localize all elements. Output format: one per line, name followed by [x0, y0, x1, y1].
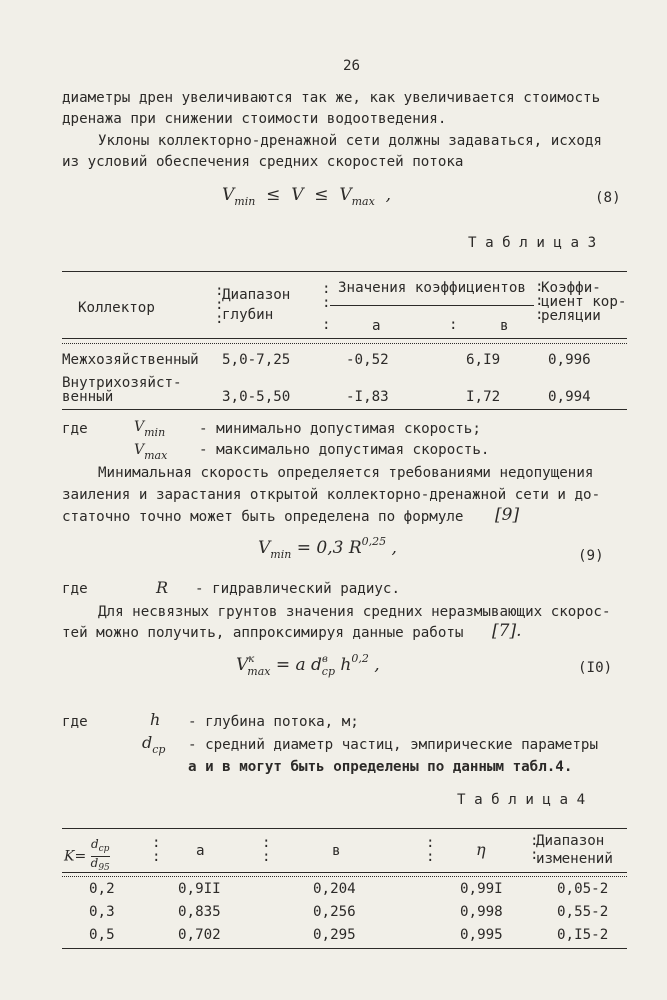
where-label: где [62, 581, 88, 597]
table-rule [62, 271, 627, 272]
table-rule [330, 305, 534, 306]
table-cell: -0,52 [346, 352, 389, 368]
equation-number: (I0) [578, 660, 613, 676]
where-label: где [62, 421, 88, 437]
table-cell: 0,I5-2 [557, 927, 609, 943]
equation-10: $V^к_{max} = a$ $d^в_{ср}$ $h^{0,2}$ , [236, 652, 380, 678]
symbol-r: R [156, 578, 169, 597]
equation-9: $V_{min} = 0,3$ R$^{0,25}$ , [258, 535, 397, 561]
text-line: диаметры дрен увеличиваются так же, как увеличивается стоимость [62, 90, 601, 106]
table-rule [62, 409, 627, 410]
symbol-vmin: $V_{min}$ [134, 419, 166, 439]
table-rule [62, 876, 627, 877]
citation: [7]. [492, 621, 522, 641]
table-cell: 5,0-7,25 [222, 352, 291, 368]
column-header: Коэффи- [541, 280, 601, 296]
text-line: дренажа при снижении стоимости водоотведения. [62, 111, 447, 127]
definition: - гидравлический радиус. [195, 581, 400, 597]
table-title: Т а б л и ц а 3 [468, 235, 597, 251]
table-cell: 0,55-2 [557, 904, 609, 920]
definition: - глубина потока, м; [188, 714, 359, 730]
definition: - средний диаметр частиц, эмпирические параметры [188, 737, 598, 753]
column-header: Коллектор [78, 300, 155, 316]
column-separator: : : : [535, 279, 544, 323]
text-line: Минимальная скорость определяется требованиями недопущения [98, 465, 594, 481]
symbol-h: h [150, 710, 161, 729]
symbol-dcp: $d_{cp}$ [142, 733, 166, 756]
symbol-vmax: $V_{max}$ [134, 442, 168, 462]
column-header: циент кор- [541, 294, 627, 310]
column-header: глубин [222, 307, 274, 323]
table-rule [62, 872, 627, 873]
definition-continuation: а и в могут быть определены по данным табл.4. [188, 759, 573, 775]
table-cell: Внутрихозяйст- [62, 375, 182, 391]
table-cell: 0,998 [460, 904, 503, 920]
table-cell: 0,256 [313, 904, 356, 920]
table-cell: венный [62, 389, 114, 405]
k-ratio-header: K= $d_{cp}$ $d_{95}$ [64, 837, 110, 873]
equation-8: $V_{min} \le V \le V_{max}$ , [222, 185, 392, 208]
table-cell: 0,3 [89, 904, 115, 920]
table-cell: I,72 [466, 389, 501, 405]
column-separator: : : [322, 281, 331, 311]
citation: [9] [495, 505, 520, 525]
column-header: η [476, 840, 486, 859]
equation-number: (9) [578, 548, 604, 564]
table-cell: 0,835 [178, 904, 221, 920]
table-cell: 0,9II [178, 881, 221, 897]
column-separator: : : [262, 835, 271, 865]
column-separator: : : [530, 833, 539, 863]
table-cell: Межхозяйственный [62, 352, 199, 368]
table-cell: 0,5 [89, 927, 115, 943]
column-header: Диапазон [536, 833, 605, 849]
text-line: заиления и зарастания открытой коллекторно-дренажной сети и до- [62, 487, 601, 503]
definition: - минимально допустимая скорость; [199, 421, 481, 437]
table-rule [62, 343, 627, 344]
column-header: а [196, 843, 205, 859]
column-separator: : : [152, 835, 161, 865]
table-cell: 0,05-2 [557, 881, 609, 897]
table-cell: 0,99I [460, 881, 503, 897]
table-cell: 0,996 [548, 352, 591, 368]
table-rule [62, 338, 627, 339]
table-rule [62, 948, 627, 949]
column-header: Диапазон [222, 287, 291, 303]
table-cell: 0,2 [89, 881, 115, 897]
column-header: в [500, 318, 509, 334]
column-separator: : [322, 317, 331, 333]
text-line: Уклоны коллекторно-дренажной сети должны задаваться, исходя [98, 133, 602, 149]
table-cell: 3,0-5,50 [222, 389, 291, 405]
column-header: реляции [541, 308, 601, 324]
definition: - максимально допустимая скорость. [199, 442, 490, 458]
column-header: а [372, 318, 381, 334]
column-header: Значения коэффициентов [338, 280, 526, 296]
table-cell: 0,994 [548, 389, 591, 405]
text-line: статочно точно может быть определена по формуле [62, 509, 464, 525]
equation-number: (8) [595, 190, 621, 206]
column-header: изменений [536, 851, 613, 867]
page-number: 26 [343, 58, 361, 74]
table-cell: 6,I9 [466, 352, 501, 368]
column-separator: : [449, 317, 458, 333]
table-cell: 0,702 [178, 927, 221, 943]
column-header: в [332, 843, 341, 859]
table-title: Т а б л и ц а 4 [457, 792, 586, 808]
text-line: Для несвязных грунтов значения средних неразмывающих скорос- [98, 604, 611, 620]
column-separator: : : : [215, 283, 224, 327]
where-label: где [62, 714, 88, 730]
table-cell: -I,83 [346, 389, 389, 405]
table-cell: 0,295 [313, 927, 356, 943]
text-line: из условий обеспечения средних скоростей потока [62, 154, 464, 170]
table-cell: 0,204 [313, 881, 356, 897]
table-rule [62, 828, 627, 829]
text-line: тей можно получить, аппроксимируя данные работы [62, 625, 464, 641]
table-cell: 0,995 [460, 927, 503, 943]
column-separator: : : [426, 835, 435, 865]
